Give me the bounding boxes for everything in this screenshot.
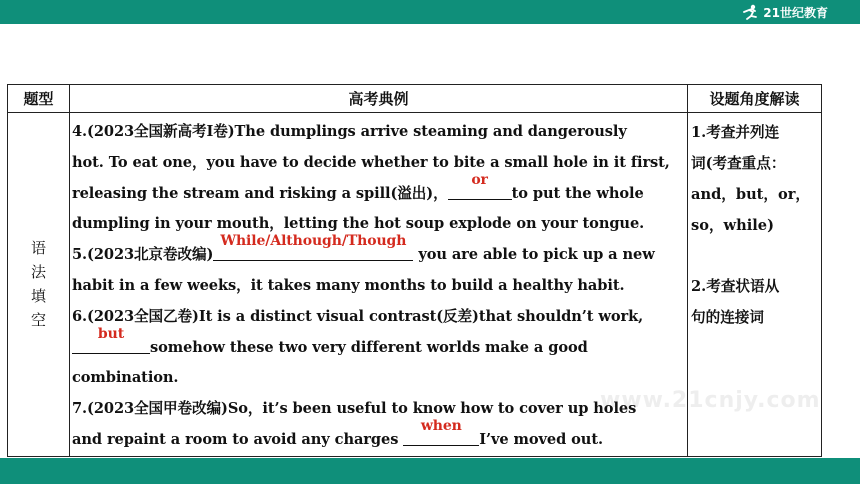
question-type-cell [8, 113, 70, 457]
runner-logo-icon [741, 4, 759, 20]
answer-text: While/Although/Though [220, 233, 407, 250]
header-example: 高考典例 [70, 85, 688, 113]
table-header-row [8, 85, 822, 113]
watermark-text: www.21cnjy.com [600, 388, 821, 413]
brand-logo [741, 3, 828, 21]
answer-blank [213, 233, 413, 261]
top-banner [0, 0, 860, 24]
example-line: 5.(2023北京卷改编) While/Although/Though you are able to pick up a new [72, 233, 655, 264]
grammar-table [7, 84, 822, 457]
example-line: combination. [72, 369, 179, 387]
bottom-banner [0, 458, 860, 484]
example-line: 7.(2023全国甲卷改编)So，it’s been useful to know how to cover up holes [72, 400, 637, 418]
analysis-line: so，while) [691, 217, 774, 234]
brand-name: 21世纪教育 [763, 5, 828, 20]
answer-blank [448, 171, 512, 200]
analysis-cell [688, 113, 822, 457]
analysis-line: and，but，or， [691, 186, 811, 203]
example-line: and repaint a room to avoid any charges when I’ve moved out. [72, 417, 603, 448]
header-analysis: 设题角度解读 [688, 85, 822, 113]
type-char: 语 [30, 239, 46, 258]
type-char: 空 [30, 311, 46, 330]
answer-blank [403, 417, 479, 446]
analysis-line: 词(考查重点： [691, 155, 786, 172]
example-line: 4.(2023全国新高考Ⅰ卷)The dumplings arrive steaming and dangerously [72, 123, 627, 140]
answer-text: but [97, 325, 125, 342]
answer-text: or [471, 171, 488, 188]
table-row [8, 113, 822, 457]
answer-text: when [420, 417, 462, 434]
type-char: 法 [30, 263, 46, 282]
type-char: 填 [30, 287, 46, 306]
analysis-line: 2.考查状语从 [691, 278, 780, 295]
analysis-line: 1.考查并列连 [691, 124, 780, 141]
spacer [691, 241, 821, 271]
example-line: habit in a few weeks，it takes many months to build a healthy habit. [72, 276, 625, 294]
examples-cell [70, 113, 688, 457]
header-type: 题型 [8, 85, 70, 113]
example-line: 6.(2023全国乙卷)It is a distinct visual contrast(反差)that shouldn’t work, [72, 307, 644, 325]
example-line: releasing the stream and risking a spill(溢出)， or to put the whole [72, 171, 644, 202]
example-line: dumpling in your mouth，letting the hot soup explode on your tongue. [72, 215, 645, 233]
answer-blank [72, 325, 150, 354]
analysis-line: 句的连接词 [691, 309, 764, 326]
example-line: but somehow these two very different worlds make a good [72, 333, 687, 364]
example-line: hot. To eat one，you have to decide whether to bite a small hole in it first, [72, 153, 670, 171]
